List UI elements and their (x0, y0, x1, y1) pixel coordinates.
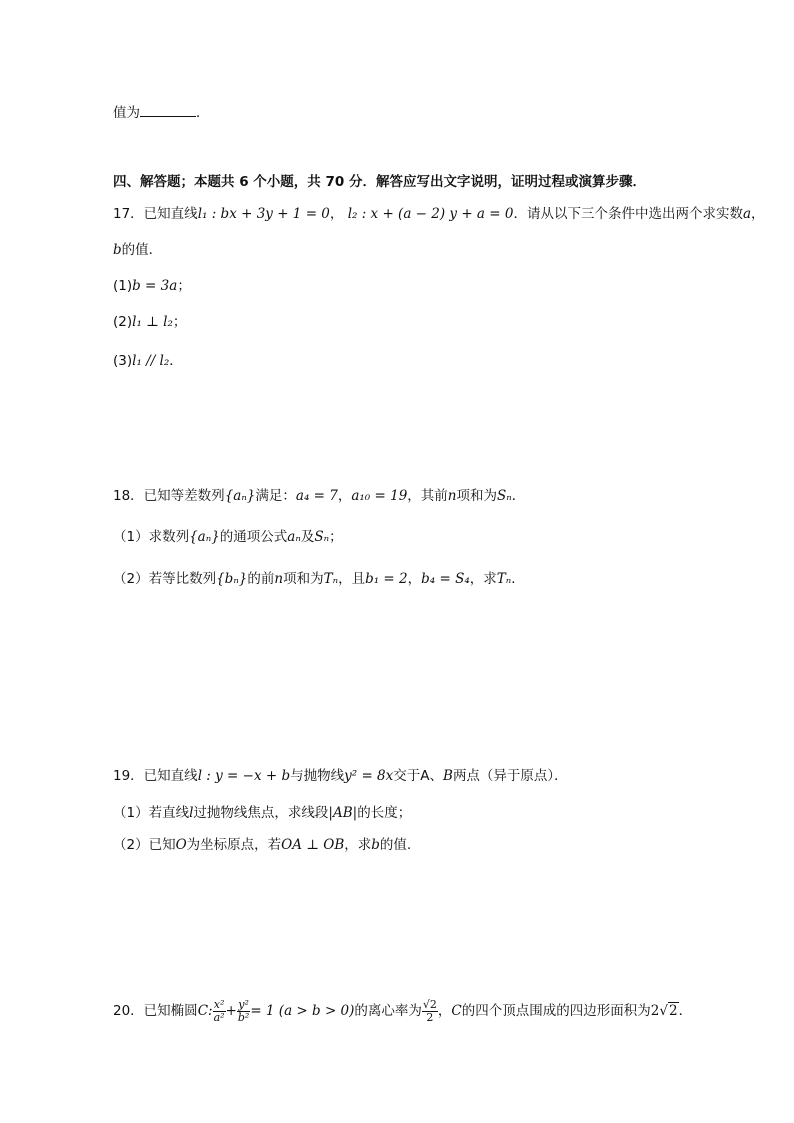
q18-part-2: （2）若等比数列{bₙ}的前n项和为Tₙ，且b₁ = 2，b₄ = S₄，求Tₙ． (113, 571, 525, 587)
q17-condition-3: (3)l₁ // l₂． (113, 353, 183, 369)
eccentricity-fraction: $\frac{√2}{2}$ (422, 997, 437, 1024)
q18-part-1: （1）求数列{aₙ}的通项公式aₙ及Sₙ； (113, 529, 343, 545)
q17-condition-1: (1)b = 3a； (113, 278, 191, 294)
q19-part-1: （1）若直线l过抛物线焦点，求线段|AB|的长度； (113, 805, 412, 821)
fraction-x2-over-a2: $\frac{\text{x²}}{\text{a²}}$ (213, 997, 225, 1024)
fill-blank-line: 值为 ． (113, 105, 210, 121)
section-heading: 四、解答题；本题共 6 个小题，共 70 分．解答应写出文字说明，证明过程或演算步骤． (113, 174, 646, 190)
q19-stem: 19．已知直线l : y = −x + b与抛物线y² = 8x交于A、B两点（异于原点）． (113, 768, 568, 784)
q17-line2-eq: l₂ : x + (a − 2) y + a = 0 (347, 206, 514, 222)
q19-part-2: （2）已知O为坐标原点，若OA ⊥ OB，求b的值. (113, 837, 412, 853)
q17-stem-line2: b的值． (113, 242, 163, 258)
q18-stem: 18．已知等差数列{aₙ}满足：a₄ = 7，a₁₀ = 19，其前n项和为Sₙ． (113, 488, 526, 504)
q20-stem: 20．已知椭圆C: $\frac{\text{x²}}{\text{a²}}$ + $\frac{\text{y²}}{\text{b²}}$ = 1 (a > b > 0)的离心率为 $\frac{√2}{2}$ ，C的四个顶点围成的四边形面积为2√2． (113, 997, 693, 1024)
fill-blank-text: 值为 (113, 105, 140, 121)
fraction-y2-over-b2: $\frac{\text{y²}}{\text{b²}}$ (237, 997, 250, 1024)
answer-blank (140, 104, 196, 117)
area-value: 2√2 (650, 1003, 678, 1019)
q17-stem: 17．已知直线l₁ : bx + 3y + 1 = 0， l₂ : x + (a − 2) y + a = 0．请从以下三个条件中选出两个求实数a， (113, 206, 765, 222)
q17-condition-2: (2)l₁ ⊥ l₂； (113, 314, 187, 330)
q17-line1-eq: l₁ : bx + 3y + 1 = 0 (197, 206, 330, 222)
